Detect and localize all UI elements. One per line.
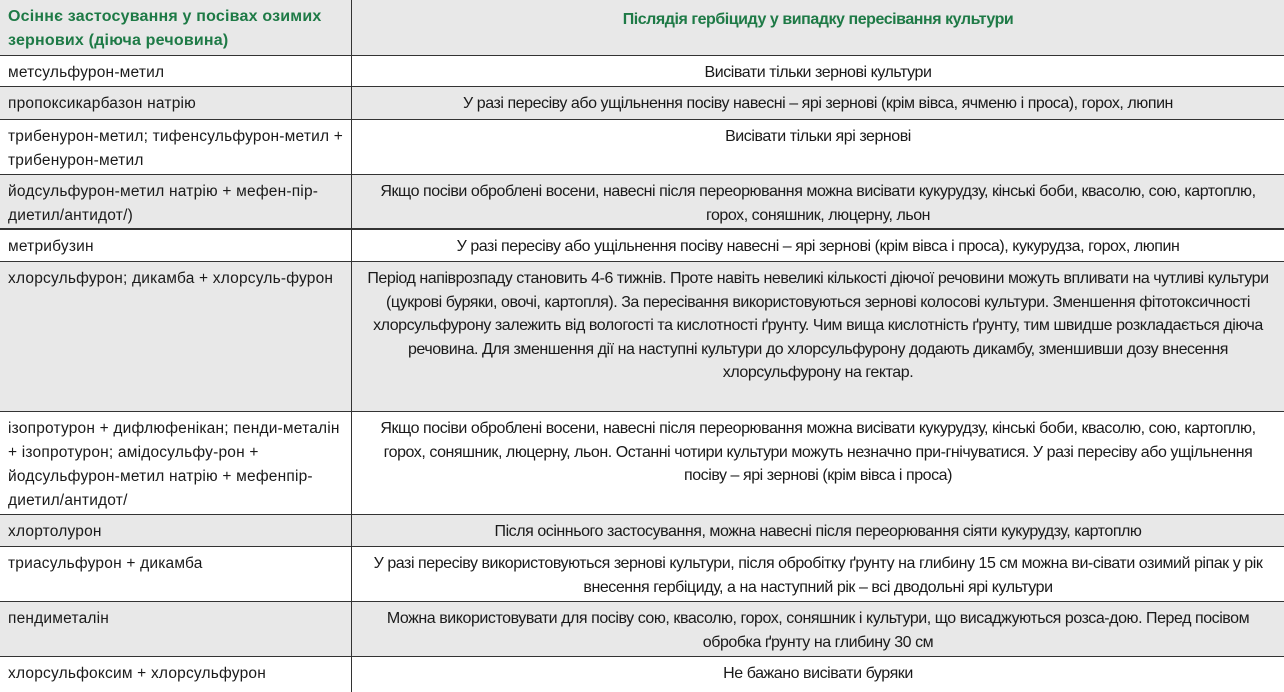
- table-row: [0, 230, 1284, 262]
- effect-cell: Висівати тільки ярі зернові: [725, 128, 911, 145]
- table-row: [0, 412, 1284, 515]
- table-row: [0, 547, 1284, 602]
- substance-cell: пропоксикарбазон натрію: [0, 87, 352, 119]
- header-substance: Осіннє застосування у посівах озимих зернових (діюча речовина): [0, 0, 352, 55]
- table-row: [0, 175, 1284, 230]
- header-aftereffect: Післядія гербіциду у випадку пересівання культури: [622, 11, 1014, 28]
- effect-cell: Якщо посіви оброблені восени, навесні після переорювання можна висівати кукурудзу, кінські боби, квасолю, сою, картоплю, горох, соняшник, люцерну, льон: [380, 183, 1256, 224]
- table-row: [0, 515, 1284, 547]
- table-row: [0, 56, 1284, 87]
- table-row: [0, 657, 1284, 692]
- table-row: [0, 602, 1284, 657]
- substance-cell: хлортолурон: [0, 515, 352, 546]
- substance-cell: триасульфурон + дикамба: [0, 547, 352, 601]
- effect-cell: У разі пересіву використовуються зернові культури, після обробітку ґрунту на глибину 15 см можна ви-сівати озимий ріпак у рік внесення гербіциду, а на наступний рік – всі дводольні ярі культури: [373, 555, 1263, 596]
- table-row: [0, 87, 1284, 120]
- substance-cell: метсульфурон-метил: [0, 56, 352, 86]
- effect-cell: Після осіннього застосування, можна навесні після переорювання сіяти кукурудзу, картоплю: [494, 523, 1142, 540]
- table-row: [0, 120, 1284, 175]
- substance-cell: трибенурон-метил; тифенсульфурон-метил + трибенурон-метил: [0, 120, 352, 174]
- substance-cell: хлорсульфурон; дикамба + хлорсуль-фурон: [0, 262, 352, 411]
- substance-cell: метрибузин: [0, 230, 352, 261]
- effect-cell: Не бажано висівати буряки: [723, 665, 913, 682]
- table-row: [0, 262, 1284, 412]
- effect-cell: Висівати тільки зернові культури: [704, 64, 932, 81]
- effect-cell: Якщо посіви оброблені восени, навесні після переорювання можна висівати кукурудзу, кінські боби, квасолю, сою, картоплю, горох, соняшник, люцерну, льон. Останні чотири культури можуть незначно при-гнічуватися. У разі пересіву або ущільнення посіву – ярі зернові (крім вівса і проса): [380, 420, 1256, 484]
- substance-cell: пендиметалін: [0, 602, 352, 656]
- substance-cell: йодсульфурон-метил натрію + мефен-пір-диетил/антидот/): [0, 175, 352, 228]
- substance-cell: ізопротурон + дифлюфенікан; пенди-металін + ізопротурон; амідосульфу-рон + йодсульфурон-метил натрію + мефенпір-диетил/антидот/: [0, 412, 352, 514]
- effect-cell: У разі пересіву або ущільнення посіву навесні – ярі зернові (крім вівса і проса), кукурудза, горох, люпин: [456, 238, 1180, 255]
- effect-cell: Можна використовувати для посіву сою, квасолю, горох, соняшник і культури, що висаджуються розса-дою. Перед посівом обробка ґрунту на глибину 30 см: [386, 610, 1250, 651]
- substance-cell: хлорсульфоксим + хлорсульфурон: [0, 657, 352, 692]
- effect-cell: У разі пересіву або ущільнення посіву навесні – ярі зернові (крім вівса, ячменю і проса), горох, люпин: [463, 95, 1173, 112]
- table-header: [0, 0, 1284, 56]
- effect-cell: Період напіврозпаду становить 4-6 тижнів. Проте навіть невеликі кількості діючої речовини можуть впливати на чутливі культури (цукрові буряки, овочі, картопля). За пересівання використовуються зернові колосові культури. Зменшення фітотоксичності хлорсульфурону залежить від вологості та кислотності ґрунту. Чим вища кислотність ґрунту, тим швидше розкладається діюча речовина. Для зменшення дії на наступні культури до хлорсульфурону додають дикамбу, зменшивши дозу внесення хлорсульфурону на гектар.: [367, 270, 1269, 381]
